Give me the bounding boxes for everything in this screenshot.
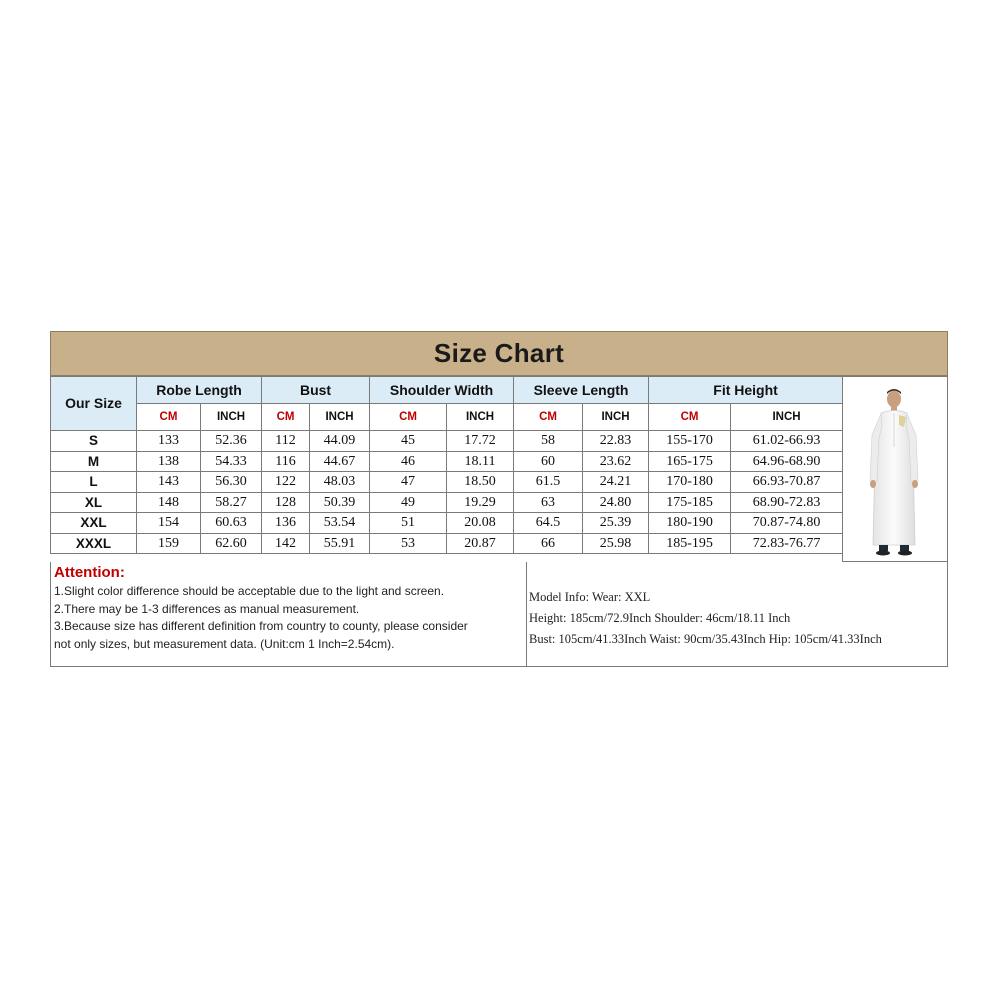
table-cell: 138 [137, 451, 201, 472]
unit-inch-header: INCH [731, 404, 843, 431]
group-header: Shoulder Width [370, 377, 514, 404]
size-table [50, 376, 843, 554]
size-label: XL [51, 492, 137, 513]
size-row [51, 451, 843, 472]
table-cell: 18.11 [447, 451, 514, 472]
chart-title: Size Chart [433, 338, 565, 368]
table-cell: 175-185 [649, 492, 731, 513]
size-row [51, 492, 843, 513]
table-cell: 20.08 [447, 513, 514, 534]
table-cell: 142 [262, 533, 310, 554]
group-header: Fit Height [649, 377, 843, 404]
size-chart [50, 331, 948, 667]
table-cell: 17.72 [447, 431, 514, 452]
model-photo [842, 376, 948, 562]
table-cell: 112 [262, 431, 310, 452]
table-cell: 49 [370, 492, 447, 513]
table-cell: 148 [137, 492, 201, 513]
table-cell: 53 [370, 533, 447, 554]
robe-model-icon [843, 377, 947, 561]
size-label: L [51, 472, 137, 493]
table-cell: 45 [370, 431, 447, 452]
size-label: XXXL [51, 533, 137, 554]
table-cell: 143 [137, 472, 201, 493]
table-cell: 64.96-68.90 [731, 451, 843, 472]
table-cell: 20.87 [447, 533, 514, 554]
table-cell: 53.54 [310, 513, 370, 534]
table-cell: 50.39 [310, 492, 370, 513]
size-row [51, 533, 843, 554]
model-info-line: Height: 185cm/72.9Inch Shoulder: 46cm/18.11 Inch [529, 611, 791, 625]
size-table-body [51, 431, 843, 554]
table-cell: 51 [370, 513, 447, 534]
table-cell: 19.29 [447, 492, 514, 513]
unit-cm-header: CM [514, 404, 583, 431]
table-cell: 185-195 [649, 533, 731, 554]
table-cell: 46 [370, 451, 447, 472]
attention-line: 1.Slight color difference should be acceptable due to the light and screen. [54, 584, 445, 598]
group-header-row [51, 377, 843, 404]
table-cell: 170-180 [649, 472, 731, 493]
table-cell: 18.50 [447, 472, 514, 493]
table-cell: 58.27 [201, 492, 262, 513]
size-row [51, 513, 843, 534]
size-row [51, 431, 843, 452]
table-cell: 64.5 [514, 513, 583, 534]
unit-inch-header: INCH [447, 404, 514, 431]
table-cell: 25.98 [583, 533, 649, 554]
table-cell: 61.5 [514, 472, 583, 493]
table-cell: 66.93-70.87 [731, 472, 843, 493]
table-cell: 68.90-72.83 [731, 492, 843, 513]
table-cell: 58 [514, 431, 583, 452]
table-cell: 66 [514, 533, 583, 554]
unit-header-row [51, 404, 843, 431]
table-cell: 24.80 [583, 492, 649, 513]
title-bar [50, 331, 948, 376]
size-label: M [51, 451, 137, 472]
table-cell: 165-175 [649, 451, 731, 472]
attention-line: not only sizes, but measurement data. (Unit:cm 1 Inch=2.54cm). [54, 636, 395, 651]
table-cell: 56.30 [201, 472, 262, 493]
table-cell: 52.36 [201, 431, 262, 452]
table-cell: 159 [137, 533, 201, 554]
table-cell: 48.03 [310, 472, 370, 493]
size-row [51, 472, 843, 493]
unit-cm-header: CM [649, 404, 731, 431]
our-size-header: Our Size [51, 377, 137, 431]
table-cell: 61.02-66.93 [731, 431, 843, 452]
table-cell: 23.62 [583, 451, 649, 472]
table-cell: 63 [514, 492, 583, 513]
unit-cm-header: CM [137, 404, 201, 431]
table-cell: 180-190 [649, 513, 731, 534]
unit-cm-header: CM [370, 404, 447, 431]
table-cell: 155-170 [649, 431, 731, 452]
unit-inch-header: INCH [310, 404, 370, 431]
model-info-line: Model Info: Wear: XXL [529, 590, 651, 604]
table-cell: 116 [262, 451, 310, 472]
table-cell: 60 [514, 451, 583, 472]
table-cell: 70.87-74.80 [731, 513, 843, 534]
table-cell: 44.09 [310, 431, 370, 452]
model-info-line: Bust: 105cm/41.33Inch Waist: 90cm/35.43Inch Hip: 105cm/41.33Inch [529, 632, 882, 646]
attention-notes [50, 562, 526, 667]
group-header: Robe Length [137, 377, 262, 404]
table-cell: 154 [137, 513, 201, 534]
attention-heading: Attention: [54, 564, 125, 581]
table-cell: 44.67 [310, 451, 370, 472]
size-label: XXL [51, 513, 137, 534]
size-label: S [51, 431, 137, 452]
table-cell: 22.83 [583, 431, 649, 452]
attention-line: 2.There may be 1-3 differences as manual measurement. [54, 601, 360, 616]
table-cell: 133 [137, 431, 201, 452]
model-info [526, 562, 948, 667]
unit-cm-header: CM [262, 404, 310, 431]
table-cell: 25.39 [583, 513, 649, 534]
table-cell: 47 [370, 472, 447, 493]
group-header: Sleeve Length [514, 377, 649, 404]
table-cell: 55.91 [310, 533, 370, 554]
table-cell: 128 [262, 492, 310, 513]
table-cell: 54.33 [201, 451, 262, 472]
table-cell: 24.21 [583, 472, 649, 493]
unit-inch-header: INCH [583, 404, 649, 431]
attention-line: 3.Because size has different definition from country to county, please consider [54, 619, 468, 633]
table-cell: 60.63 [201, 513, 262, 534]
unit-inch-header: INCH [201, 404, 262, 431]
table-cell: 136 [262, 513, 310, 534]
table-cell: 62.60 [201, 533, 262, 554]
table-cell: 72.83-76.77 [731, 533, 843, 554]
group-header: Bust [262, 377, 370, 404]
table-cell: 122 [262, 472, 310, 493]
